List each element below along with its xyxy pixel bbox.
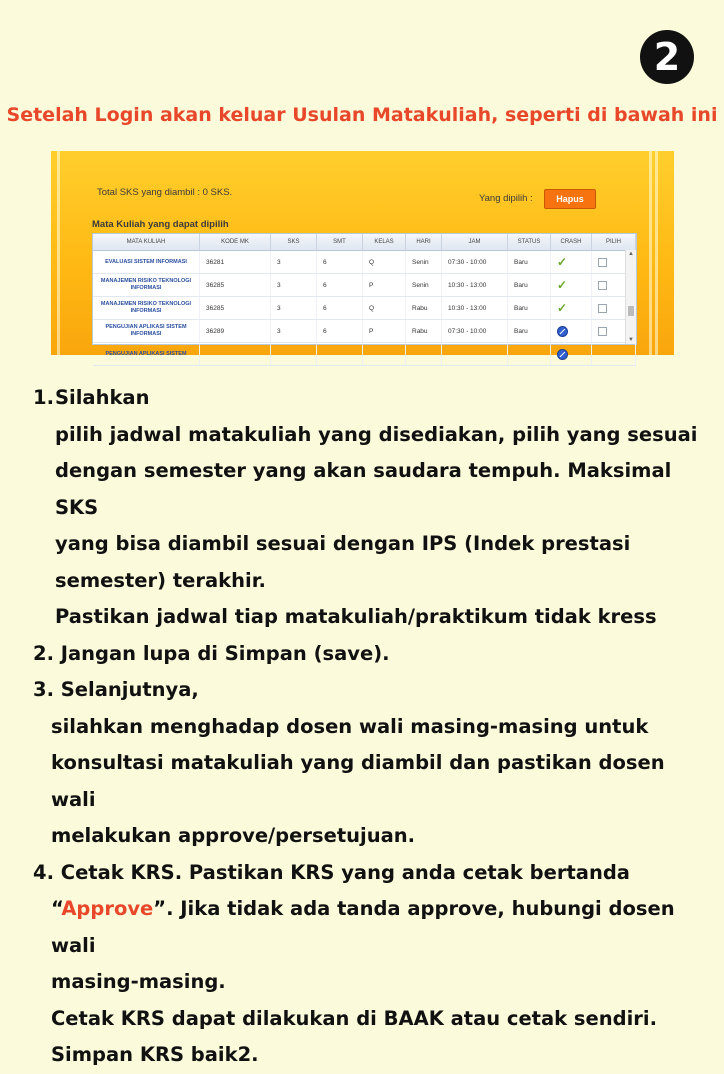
- col-header: STATUS: [508, 234, 551, 250]
- item-line: dengan semester yang akan saudara tempuh. Maksimal SKS: [55, 459, 672, 519]
- course-sks: 3: [271, 251, 317, 273]
- course-hari: Rabu: [406, 297, 442, 319]
- crash-cell: [551, 274, 592, 296]
- course-smt: [317, 343, 363, 365]
- course-hari: [406, 343, 442, 365]
- pilih-checkbox[interactable]: [598, 281, 607, 290]
- instruction-item-4: [33, 855, 703, 1074]
- check-icon: ✓: [557, 301, 568, 315]
- course-name: PENGUJIAN APLIKASI SISTEM INFORMASI: [93, 320, 200, 342]
- course-code: 36289: [200, 320, 271, 342]
- item-line: konsultasi matakuliah yang diambil dan pastikan dosen wali: [51, 751, 665, 811]
- check-icon: ✓: [557, 255, 568, 269]
- course-code: 36281: [200, 251, 271, 273]
- col-header: KODE MK: [200, 234, 271, 250]
- course-hari: Senin: [406, 274, 442, 296]
- course-name: PENGUJIAN APLIKASI SISTEM: [93, 343, 200, 365]
- course-status: [508, 343, 551, 365]
- course-kelas: Q: [363, 251, 406, 273]
- check-icon: ✓: [557, 278, 568, 292]
- item-line: pilih jadwal matakuliah yang disediakan, pilih yang sesuai: [55, 422, 698, 446]
- course-status: Baru: [508, 320, 551, 342]
- table-row[interactable]: [93, 343, 636, 366]
- item-line: [33, 891, 703, 964]
- course-sks: [271, 343, 317, 365]
- course-name: EVALUASI SISTEM INFORMASI: [93, 251, 200, 273]
- item-line: melakukan approve/persetujuan.: [51, 824, 416, 847]
- course-jam: [442, 343, 508, 365]
- table-row[interactable]: [93, 297, 636, 320]
- yang-dipilih-label: Yang dipilih :: [479, 193, 533, 204]
- item-line: 3. Selanjutnya,: [33, 678, 199, 701]
- item-line: 4. Cetak KRS. Pastikan KRS yang anda cetak bertanda: [33, 860, 630, 884]
- course-kelas: P: [363, 320, 406, 342]
- instruction-list: [33, 380, 703, 1074]
- crash-cell: [551, 343, 592, 365]
- table-row[interactable]: [93, 274, 636, 297]
- course-hari: Rabu: [406, 320, 442, 342]
- decor-stripe: [649, 151, 652, 355]
- course-name: MANAJEMEN RISIKO TEKNOLOGI INFORMASI: [93, 274, 200, 296]
- course-sks: 3: [271, 320, 317, 342]
- pilih-checkbox[interactable]: [598, 258, 607, 267]
- approve-keyword: Approve: [61, 897, 154, 920]
- crash-cell: [551, 297, 592, 319]
- col-header: SMT: [317, 234, 363, 250]
- course-code: 36285: [200, 274, 271, 296]
- blocked-icon: [557, 349, 568, 360]
- item-number: 1.: [33, 386, 54, 409]
- col-header: PILIH: [592, 234, 636, 250]
- course-hari: Senin: [406, 251, 442, 273]
- decor-stripe: [655, 151, 658, 355]
- item-line: Cetak KRS dapat dilakukan di BAAK atau cetak sendiri.: [51, 1006, 657, 1030]
- headline: Setelah Login akan keluar Usulan Matakuliah, seperti di bawah ini: [6, 104, 718, 126]
- table-row[interactable]: [93, 320, 636, 343]
- item-line: semester) terakhir.: [55, 568, 266, 592]
- scroll-down-icon[interactable]: ▼: [628, 337, 634, 343]
- hapus-button[interactable]: Hapus: [544, 189, 596, 209]
- course-code: 36285: [200, 297, 271, 319]
- course-code: [200, 343, 271, 365]
- course-status: Baru: [508, 297, 551, 319]
- course-jam: 07:30 - 10:00: [442, 251, 508, 273]
- table-scrollbar[interactable]: [625, 250, 636, 344]
- item-line: yang bisa diambil sesuai dengan IPS (Indek prestasi: [55, 532, 631, 555]
- blocked-icon: [557, 326, 568, 337]
- item-line: silahkan menghadap dosen wali masing-masing untuk: [51, 714, 649, 738]
- col-header: MATA KULIAH: [93, 234, 200, 250]
- course-table: [92, 233, 637, 357]
- scroll-up-icon[interactable]: ▲: [628, 251, 634, 257]
- course-smt: 6: [317, 320, 363, 342]
- item-line: Silahkan: [55, 386, 150, 409]
- pilih-cell: [592, 343, 636, 365]
- course-kelas: P: [363, 274, 406, 296]
- table-title: Mata Kuliah yang dapat dipilih: [92, 219, 229, 230]
- instruction-item-1: [33, 380, 703, 636]
- quote-open: “: [51, 897, 62, 920]
- course-smt: 6: [317, 297, 363, 319]
- table-header: [93, 234, 636, 251]
- item-line: Pastikan jadwal tiap matakuliah/praktikum tidak kress: [55, 605, 657, 628]
- course-name: MANAJEMEN RISIKO TEKNOLOGI INFORMASI: [93, 297, 200, 319]
- course-sks: 3: [271, 297, 317, 319]
- course-sks: 3: [271, 274, 317, 296]
- total-sks-text: Total SKS yang diambil : 0 SKS.: [97, 187, 233, 198]
- course-smt: 6: [317, 251, 363, 273]
- pilih-checkbox[interactable]: [598, 327, 607, 336]
- crash-cell: [551, 320, 592, 342]
- item-line: masing-masing.: [51, 970, 226, 993]
- col-header: KELAS: [363, 234, 406, 250]
- instruction-item-3: [33, 672, 703, 855]
- course-jam: 10:30 - 13:00: [442, 274, 508, 296]
- col-header: SKS: [271, 234, 317, 250]
- course-jam: 07:30 - 10:00: [442, 320, 508, 342]
- course-status: Baru: [508, 274, 551, 296]
- crash-cell: [551, 251, 592, 273]
- quote-rest: ”. Jika tidak ada tanda approve, hubungi dosen wali: [51, 897, 675, 957]
- decor-stripe: [57, 151, 60, 355]
- step-number-badge: 2: [640, 30, 694, 84]
- course-status: Baru: [508, 251, 551, 273]
- col-header: HARI: [406, 234, 442, 250]
- col-header: JAM: [442, 234, 508, 250]
- pilih-checkbox[interactable]: [598, 304, 607, 313]
- course-kelas: Q: [363, 297, 406, 319]
- course-smt: 6: [317, 274, 363, 296]
- krs-screenshot: [51, 151, 674, 355]
- item-line: Simpan KRS baik2.: [51, 1043, 259, 1066]
- table-row[interactable]: [93, 251, 636, 274]
- item-body: [55, 380, 703, 636]
- course-jam: 10:30 - 13:00: [442, 297, 508, 319]
- scroll-thumb[interactable]: [628, 306, 634, 316]
- col-header: CRASH: [551, 234, 592, 250]
- course-kelas: [363, 343, 406, 365]
- instruction-item-2: 2. Jangan lupa di Simpan (save).: [33, 641, 390, 665]
